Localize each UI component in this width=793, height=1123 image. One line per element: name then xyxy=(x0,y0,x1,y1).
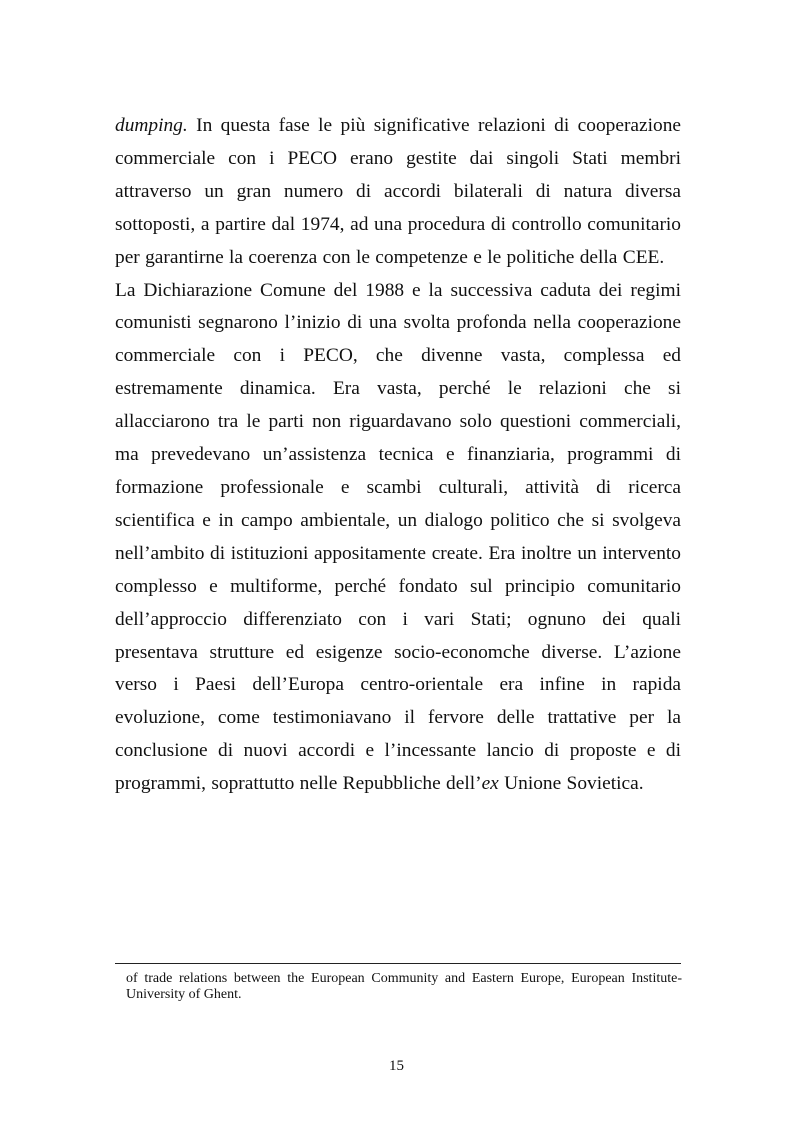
footnote-text: of trade relations between the European Community and Eastern Europe, European Institute-University of Ghent. xyxy=(126,971,682,1002)
footnote-divider xyxy=(115,963,681,964)
page-number: 15 xyxy=(389,1058,404,1074)
paragraph-2-italic-word: ex xyxy=(481,773,499,795)
paragraph-2-text-after-italic: Unione Sovietica. xyxy=(498,773,644,795)
paragraph-1 xyxy=(115,110,681,275)
footnote xyxy=(126,971,682,1003)
paragraph-1-text: In questa fase le più significative relazioni di cooperazione commerciale con i PECO erano gestite dai singoli Stati membri attraverso un gran numero di accordi bilaterali di natura diversa sottoposti, a partire dal 1974, ad una procedura di controllo comunitario per garantirne la coerenza con le competenze e le politiche della CEE. xyxy=(115,115,681,268)
paragraph-2-text-before-italic: La Dichiarazione Comune del 1988 e la successiva caduta dei regimi comunisti segnarono l’inizio di una svolta profonda nella cooperazione commerciale con i PECO, che divenne vasta, complessa ed estremamente dinamica. Era vasta, perché le relazioni che si allacciarono tra le parti non riguardavano solo questioni commerciali, ma prevedevano un’assistenza tecnica e finanziaria, programmi di formazione professionale e scambi culturali, attività di ricerca scientifica e in campo ambientale, un dialogo politico che si svolgeva nell’ambito di istituzioni appositamente create. Era inoltre un intervento complesso e multiforme, perché fondato sul principio comunitario dell’approccio differenziato con i vari Stati; ognuno dei quali presentava strutture ed esigenze socio-economche diverse. L’azione verso i Paesi dell’Europa centro-orientale era infine in rapida evoluzione, come testimoniavano il fervore delle trattative per la conclusione di nuovi accordi e l’incessante lancio di proposte e di programmi, soprattutto nelle Repubbliche dell’ xyxy=(115,279,681,795)
paragraph-1-italic-lead: dumping. xyxy=(115,115,188,136)
page-body xyxy=(115,110,681,801)
paragraph-2 xyxy=(115,275,681,802)
